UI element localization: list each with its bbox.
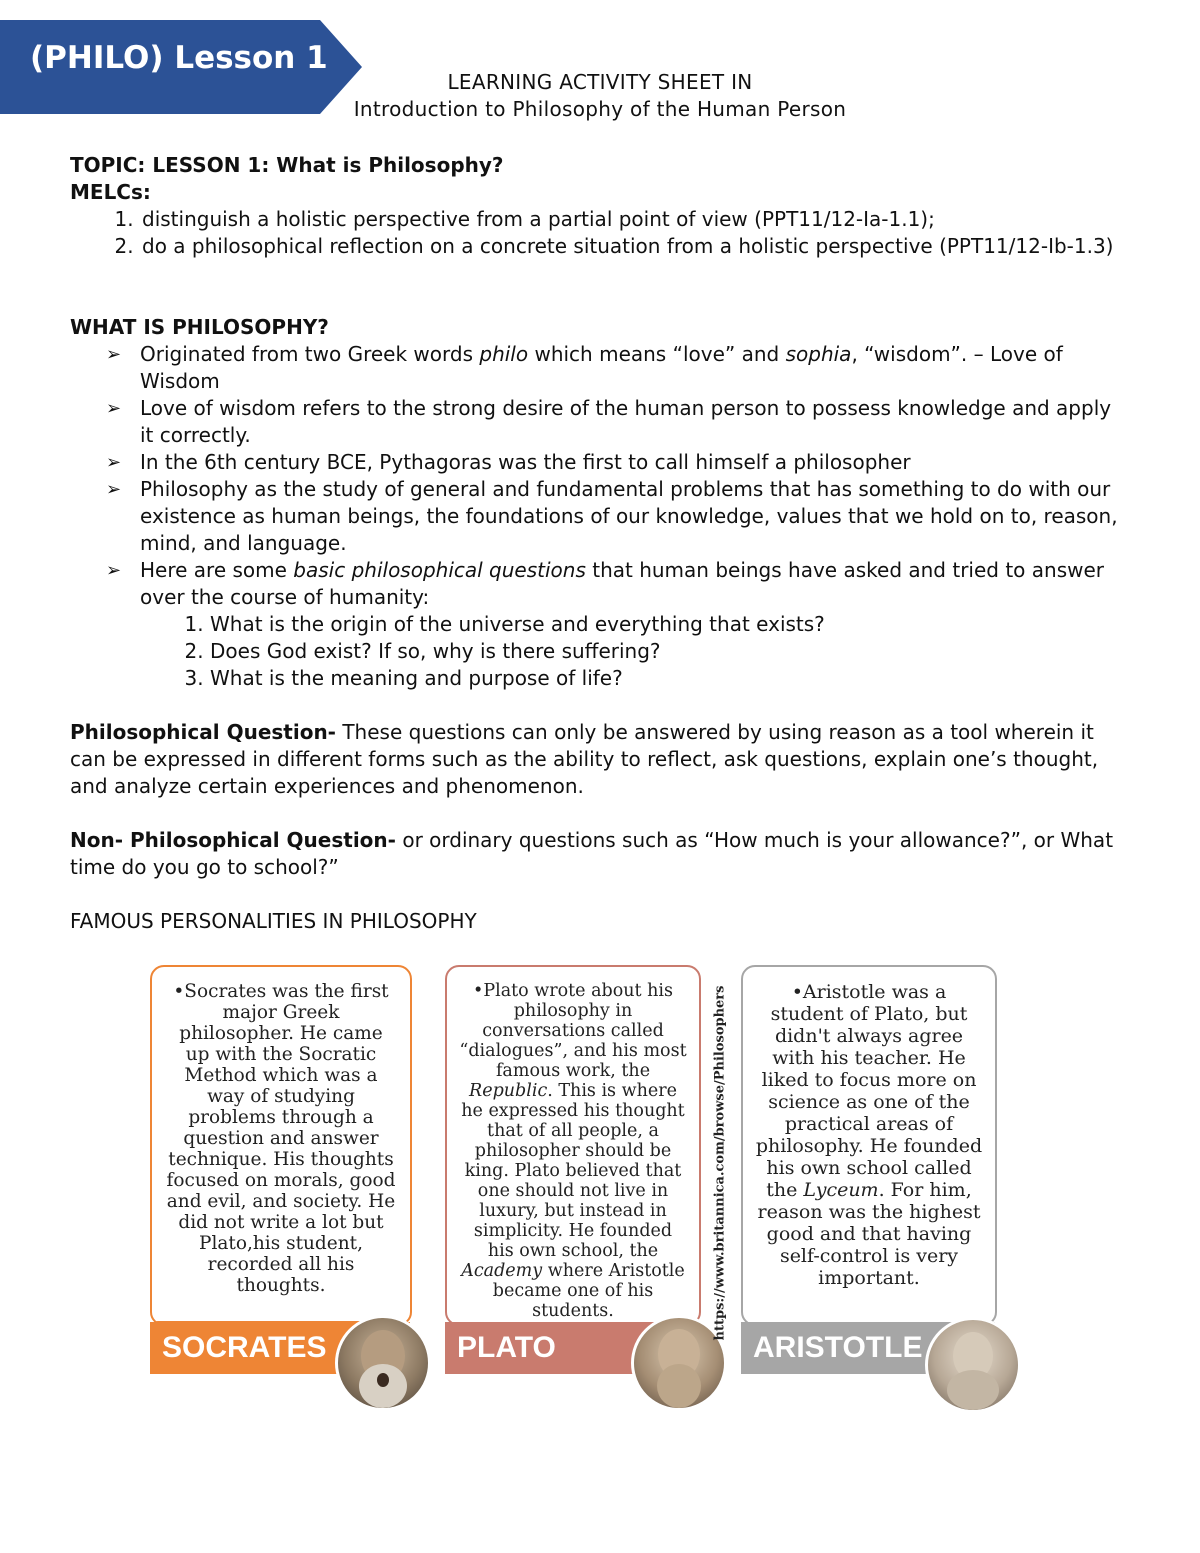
socrates-portrait-image xyxy=(335,1315,431,1411)
bullet-list xyxy=(70,341,1130,611)
melcs-list xyxy=(70,206,1130,260)
bullet-item: ➢ In the 6th century BCE, Pythagoras was the first to call himself a philosopher xyxy=(106,450,911,474)
arrow-bullet-icon: ➢ xyxy=(106,452,122,473)
famous-heading: FAMOUS PERSONALITIES IN PHILOSOPHY xyxy=(70,909,477,933)
arrow-bullet-icon: ➢ xyxy=(106,560,122,581)
aristotle-text: •Aristotle was a student of Plato, but didn't always agree with his teacher. He liked to focus more on science as one of the practical areas of philosophy. He founded his own school called the Lyceum. For him, reason was the highest good and that having self-control is very important. xyxy=(755,981,983,1289)
banner-title: (PHILO) Lesson 1 xyxy=(30,40,328,76)
what-is-philosophy-section xyxy=(70,314,1130,692)
sheet-title: LEARNING ACTIVITY SHEET IN xyxy=(447,70,753,94)
plato-name: PLATO xyxy=(457,1331,556,1364)
aristotle-card xyxy=(741,965,997,1326)
socrates-text: •Socrates was the first major Greek philosopher. He came up with the Socratic Method which was a way of studying problems through a question and answer technique. His thoughts focused on morals, good and evil, and society. He did not write a lot but Plato,his student, recorded all his thoughts. xyxy=(166,981,396,1296)
topic-section xyxy=(70,152,1130,260)
aristotle-name: ARISTOTLE xyxy=(753,1331,923,1364)
plato-text: •Plato wrote about his philosophy in conversations called “dialogues”, and his most famous work, the Republic. This is where he expressed his thought that of all people, a philosopher should be king. Plato believed that one should not live in luxury, but instead in simplicity. He founded his own school, the Academy where Aristotle became one of his students. xyxy=(459,981,687,1321)
arrow-bullet-icon: ➢ xyxy=(106,479,122,500)
bullet-item: ➢ Here are some basic philosophical questions that human beings have asked and tried to answer over the course of humanity: xyxy=(106,558,1104,609)
melc-item: 2. do a philosophical reflection on a concrete situation from a holistic perspective (PPT11/12-Ib-1.3) xyxy=(140,233,1130,260)
arrow-bullet-icon: ➢ xyxy=(106,398,122,419)
npq-term: Non- Philosophical Question- xyxy=(70,828,396,852)
non-philosophical-question-paragraph: Non- Philosophical Question- or ordinary questions such as “How much is your allowance?”, or What time do you go to school?” xyxy=(70,828,1114,879)
philosophical-question-paragraph: Philosophical Question- These questions can only be answered by using reason as a tool wherein it can be expressed in different forms such as the ability to reflect, ask questions, explain one’s thought, and analyze certain experiences and phenomenon. xyxy=(70,720,1099,798)
socrates-name: SOCRATES xyxy=(162,1331,327,1364)
bullet-item: ➢ Love of wisdom refers to the strong desire of the human person to possess knowledge and apply it correctly. xyxy=(106,396,1112,447)
arrow-bullet-icon: ➢ xyxy=(106,344,122,365)
what-heading: WHAT IS PHILOSOPHY? xyxy=(70,315,329,339)
topic-label: TOPIC: LESSON 1: What is Philosophy? xyxy=(70,153,504,177)
question-item: 3. What is the meaning and purpose of life? xyxy=(210,665,1130,692)
socrates-card xyxy=(150,965,412,1326)
course-title: Introduction to Philosophy of the Human Person xyxy=(353,97,847,121)
philosopher-cards xyxy=(145,965,1025,1415)
question-list xyxy=(70,611,1130,692)
aristotle-portrait-image xyxy=(925,1317,1021,1413)
melc-item: 1. distinguish a holistic perspective from a partial point of view (PPT11/12-Ia-1.1); xyxy=(140,206,1130,233)
bullet-item: ➢ Philosophy as the study of general and fundamental problems that has something to do with our existence as human beings, the foundations of our knowledge, values that we hold on to, reason, mind, and language. xyxy=(106,477,1118,555)
melcs-label: MELCs: xyxy=(70,180,151,204)
bullet-item: ➢ Originated from two Greek words philo which means “love” and sophia, “wisdom”. – Love of Wisdom xyxy=(106,342,1063,393)
question-item: 2. Does God exist? If so, why is there suffering? xyxy=(210,638,1130,665)
question-item: 1. What is the origin of the universe and everything that exists? xyxy=(210,611,1130,638)
plato-card xyxy=(445,965,701,1326)
source-url: https://www.britannica.com/browse/Philosophers xyxy=(712,985,728,1340)
pq-term: Philosophical Question- xyxy=(70,720,336,744)
